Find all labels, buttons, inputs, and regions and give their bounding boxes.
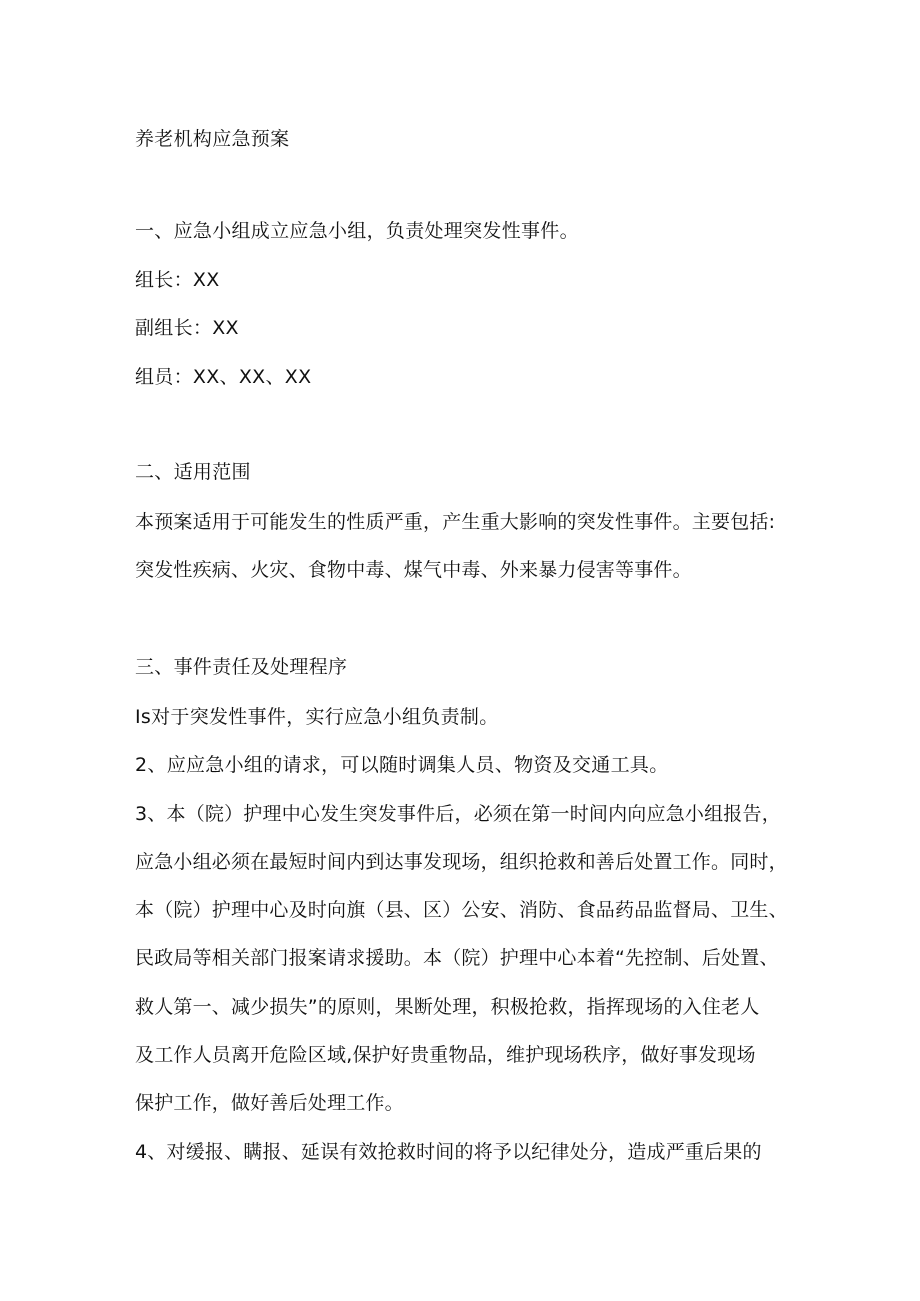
- section2-line-1: 本预案适用于可能发生的性质严重，产生重大影响的突发性事件。主要包括:: [135, 511, 776, 533]
- section3-item-3-line-3: 本（院）护理中心及时向旗（县、区）公安、消防、食品药品监督局、卫生、: [135, 899, 788, 921]
- section3-item-4: 4、对缓报、瞒报、延误有效抢救时间的将予以纪律处分，造成严重后果的: [135, 1141, 762, 1163]
- section3-item-3-line-5: 救人第一、减少损失”的原则，果断处理，积极抢救，指挥现场的入住老人: [135, 996, 760, 1018]
- section1-members: 组员：XX、XX、XX: [135, 366, 312, 388]
- section3-item-3-line-4: 民政局等相关部门报案请求援助。本（院）护理中心本着“先控制、后处置、: [135, 947, 779, 969]
- section2-heading: 二、适用范围: [135, 461, 251, 483]
- section3-item-3-line-2: 应急小组必须在最短时间内到达事发现场，组织抢救和善后处置工作。同时，: [135, 851, 788, 873]
- section1-heading: 一、应急小组成立应急小组，负责处理突发性事件。: [135, 220, 579, 242]
- section3-item-3-line-7: 保护工作，做好善后处理工作。: [135, 1092, 404, 1114]
- section3-heading: 三、事件责任及处理程序: [135, 656, 348, 678]
- section3-item-2: 2、应应急小组的请求，可以随时调集人员、物资及交通工具。: [135, 754, 669, 776]
- section1-leader: 组长：XX: [135, 269, 220, 291]
- section3-item-1: Is对于突发性事件，实行应急小组负责制。: [135, 706, 499, 728]
- section2-line-2: 突发性疾病、火灾、食物中毒、煤气中毒、外来暴力侵害等事件。: [135, 559, 692, 581]
- section3-item-3-line-1: 3、本（院）护理中心发生突发事件后，必须在第一时间内向应急小组报告，: [135, 803, 781, 825]
- section3-item-3-line-6: 及工作人员离开危险区域,保护好贵重物品，维护现场秩序，做好事发现场: [135, 1044, 756, 1066]
- document-title: 养老机构应急预案: [135, 128, 290, 150]
- section1-deputy-leader: 副组长：XX: [135, 317, 239, 339]
